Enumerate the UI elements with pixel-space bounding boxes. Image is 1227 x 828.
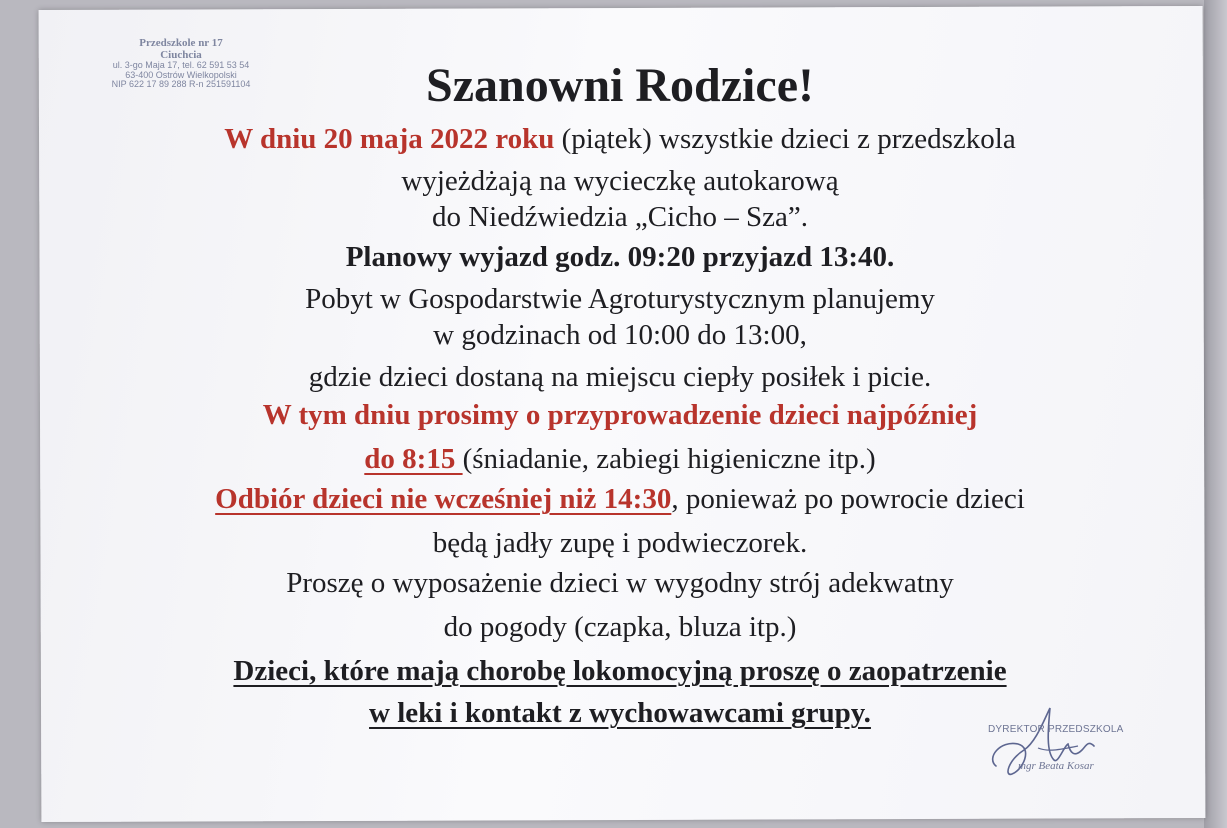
notice-line-5: Pobyt w Gospodarstwie Agroturystycznym planujemy <box>305 283 935 315</box>
motion-sickness-note-2: w leki i kontakt z wychowawcami grupy. <box>369 697 871 729</box>
notice-line-7: gdzie dzieci dostaną na miejscu ciepły posiłek i picie. <box>308 361 932 393</box>
signature-title: DYREKTOR PRZEDSZKOLA <box>988 724 1124 735</box>
pickup-time: Odbiór dzieci nie wcześniej niż 14:30 <box>215 483 672 515</box>
notice-line-13: do pogody (czapka, bluza itp.) <box>443 611 797 643</box>
stamp-city: 63-400 Ostrów Wielkopolski <box>125 69 237 80</box>
trip-date: W dniu 20 maja 2022 roku <box>224 123 555 155</box>
motion-sickness-note: Dzieci, które mają chorobę lokomocyjną proszę o zaopatrzenie <box>233 655 1007 687</box>
notice-line-1-text: (piątek) wszystkie dzieci z przedszkola <box>554 123 1016 155</box>
background-edge <box>1204 0 1227 828</box>
stamp-subname: Ciuchcia <box>160 48 202 61</box>
stamp-name: Przedszkole nr 17 <box>139 37 223 49</box>
notice-title: Szanowni Rodzice! <box>426 59 814 112</box>
notice-line-11: będą jadły zupę i podwieczorek. <box>432 527 808 559</box>
notice-line-1 <box>40 122 1200 156</box>
dropoff-time: do 8:15 <box>364 443 463 475</box>
departure-times: Planowy wyjazd godz. 09:20 przyjazd 13:40. <box>345 241 895 273</box>
notice-line-2: wyjeżdżają na wycieczkę autokarową <box>401 165 839 197</box>
signature-name: mgr Beata Kosar <box>1018 760 1094 772</box>
notice-line-12: Proszę o wyposażenie dzieci w wygodny strój adekwatny <box>286 567 954 599</box>
notice-line-9-text: (śniadanie, zabiegi higieniczne itp.) <box>462 443 876 475</box>
stamp-address: ul. 3-go Maja 17, tel. 62 591 53 54 <box>112 60 250 71</box>
notice-line-10 <box>40 482 1200 516</box>
notice-line-9 <box>40 442 1200 476</box>
signature-scribble-icon <box>978 700 1148 790</box>
notice-line-10-text: , ponieważ po powrocie dzieci <box>671 483 1025 515</box>
notice-line-6: w godzinach od 10:00 do 13:00, <box>433 319 807 351</box>
stamp-nip: NIP 622 17 89 288 R-n 251591104 <box>111 78 251 89</box>
notice-line-3: do Niedźwiedzia „Cicho – Sza”. <box>431 201 809 233</box>
director-signature <box>978 700 1148 790</box>
dropoff-request: W tym dniu prosimy o przyprowadzenie dzieci najpóźniej <box>262 399 978 431</box>
